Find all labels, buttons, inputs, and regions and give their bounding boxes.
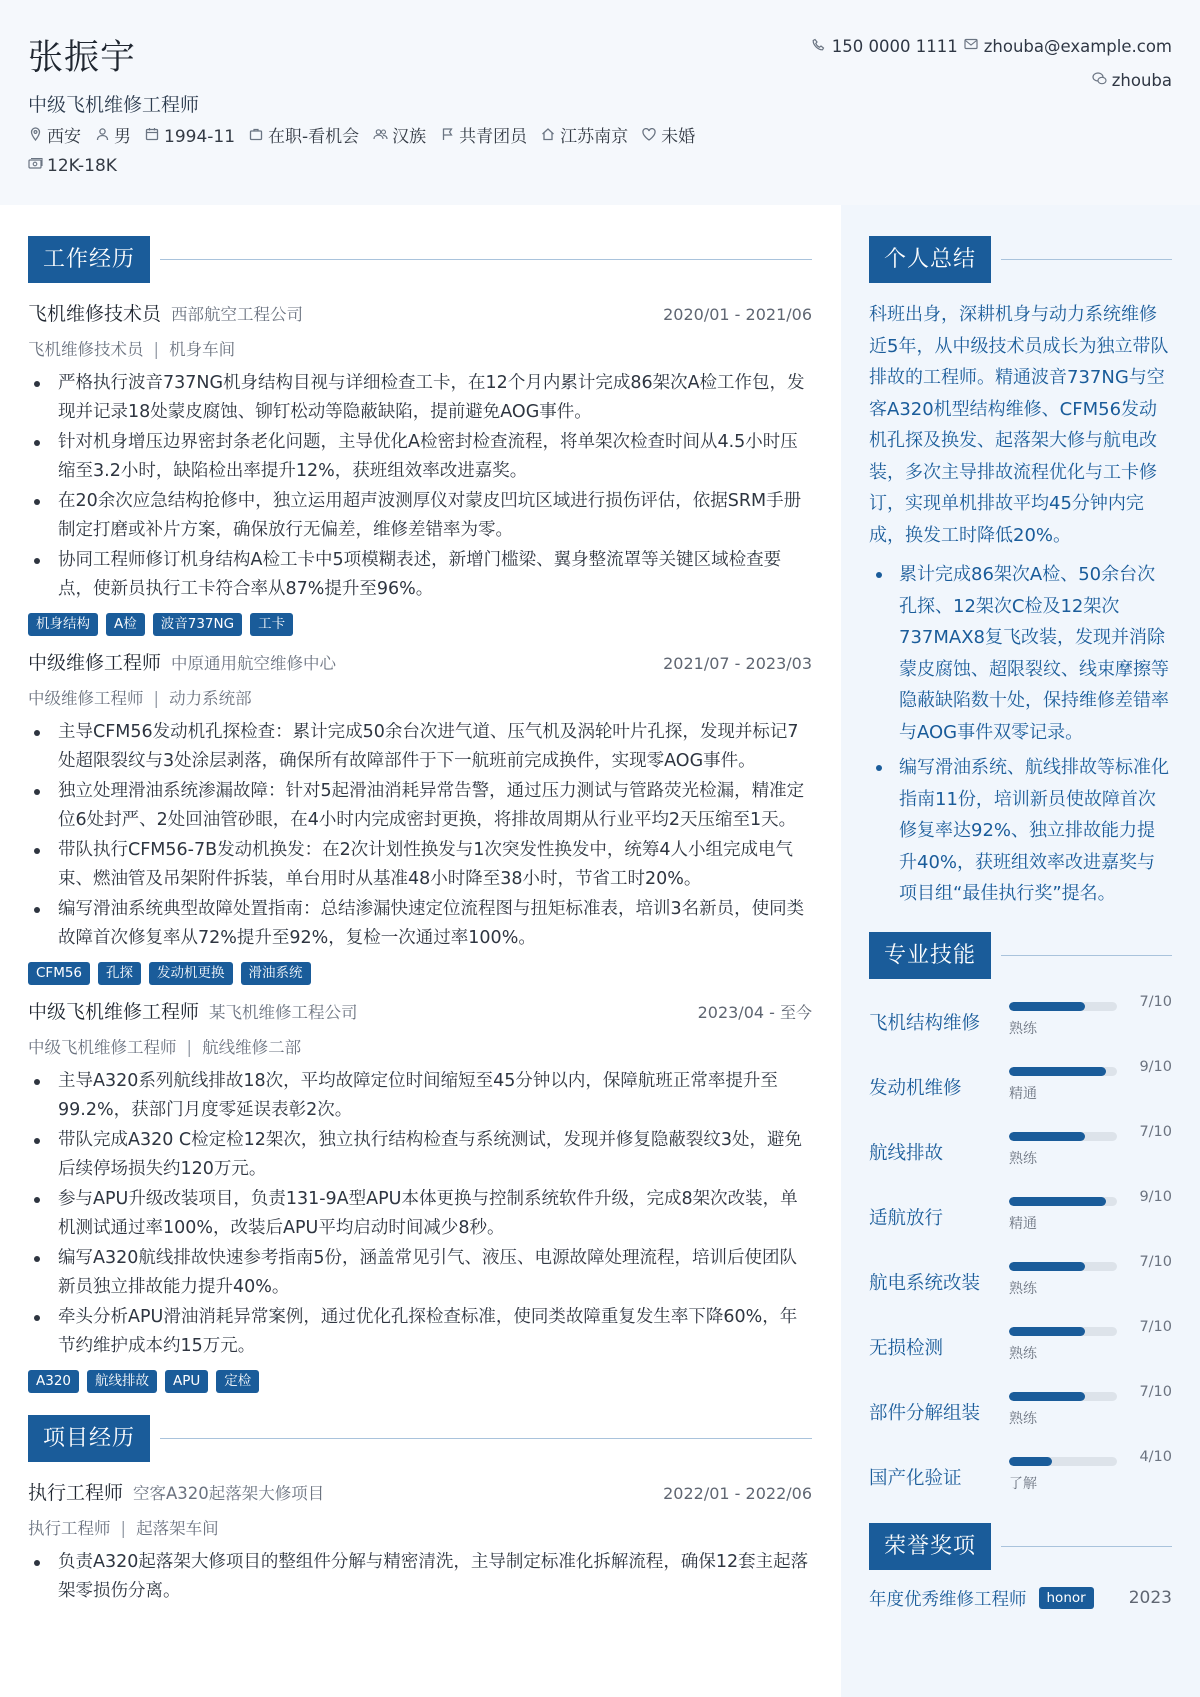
job-position: 中级飞机维修工程师 xyxy=(28,1038,177,1057)
meta-salary xyxy=(28,156,117,177)
job-tags xyxy=(28,962,812,985)
skill-level: 熟练 xyxy=(1009,1410,1037,1427)
skill-name: 航线排故 xyxy=(869,1142,944,1164)
skill-score: 7/10 xyxy=(1139,1318,1172,1335)
meta-ethnicity xyxy=(373,127,426,148)
section-summary-header xyxy=(869,236,1172,283)
skill-score: 7/10 xyxy=(1139,993,1172,1010)
project-date: 2022/01 - 2022/06 xyxy=(663,1484,812,1503)
section-summary-title: 个人总结 xyxy=(869,236,991,283)
skill-fill xyxy=(1009,1262,1085,1271)
meta-marital-text: 未婚 xyxy=(661,127,696,147)
skill-level: 熟练 xyxy=(1009,1020,1037,1037)
job-company: 某飞机维修工程公司 xyxy=(209,1003,358,1022)
skill-tag: 发动机更换 xyxy=(149,962,233,985)
job-bullets xyxy=(28,718,812,953)
job-position: 飞机维修技术员 xyxy=(28,340,144,359)
skill-fill xyxy=(1009,1067,1106,1076)
job-bullets xyxy=(28,1067,812,1361)
skill-score: 9/10 xyxy=(1139,1058,1172,1075)
candidate-name: 张振宇 xyxy=(28,38,137,78)
job-subline xyxy=(28,685,812,709)
job-header xyxy=(28,997,812,1024)
job-dept: 动力系统部 xyxy=(169,689,252,708)
skill-row xyxy=(869,1375,1172,1440)
section-work-header xyxy=(28,236,812,283)
skill-level: 精通 xyxy=(1009,1215,1037,1232)
location-icon xyxy=(28,127,42,148)
skill-fill xyxy=(1009,1392,1085,1401)
summary-bullets xyxy=(869,559,1172,910)
meta-hometown xyxy=(541,127,628,148)
heart-icon xyxy=(642,127,656,148)
skill-level: 熟练 xyxy=(1009,1280,1037,1297)
skill-bar xyxy=(1009,1457,1117,1466)
wechat-icon xyxy=(1092,72,1106,89)
section-divider xyxy=(1001,259,1172,260)
skill-name: 部件分解组装 xyxy=(869,1402,981,1424)
project-position: 执行工程师 xyxy=(28,1519,111,1538)
job-subline xyxy=(28,336,812,360)
job-role: 中级飞机维修工程师 xyxy=(28,1001,200,1023)
skill-level: 了解 xyxy=(1009,1475,1037,1492)
job-position: 中级维修工程师 xyxy=(28,689,144,708)
skill-row xyxy=(869,1440,1172,1505)
meta-birth xyxy=(145,127,235,148)
bullet-item: 独立处理滑油系统渗漏故障：针对5起滑油消耗异常告警，通过压力测试与管路荧光检漏，精准定位6处封严、2处回油管砂眼，在4小时内完成密封更换，将排故周期从行业平均2天压缩至1天。 xyxy=(28,777,812,835)
job-header xyxy=(28,299,812,326)
section-honors-title: 荣誉奖项 xyxy=(869,1523,991,1570)
calendar-icon xyxy=(145,127,159,148)
separator: | xyxy=(153,340,160,359)
bullet-item: 带队完成A320 C检定检12架次，独立执行结构检查与系统测试，发现并修复隐蔽裂纹3处，避免后续停场损失约120万元。 xyxy=(28,1126,812,1184)
skill-name: 航电系统改装 xyxy=(869,1272,981,1294)
bullet-item: 编写滑油系统典型故障处置指南：总结渗漏快速定位流程图与扭矩标准表，培训3名新员，使同类故障首次修复率从72%提升至92%，复检一次通过率100%。 xyxy=(28,895,812,953)
separator: | xyxy=(186,1038,193,1057)
section-skills-title: 专业技能 xyxy=(869,932,991,979)
skill-tag: 机身结构 xyxy=(28,613,98,636)
job-bullets xyxy=(28,369,812,604)
briefcase-icon xyxy=(249,127,263,148)
job-header xyxy=(28,648,812,675)
job-tags xyxy=(28,613,812,636)
skill-level: 熟练 xyxy=(1009,1150,1037,1167)
email-text[interactable]: zhouba@example.com xyxy=(983,36,1172,56)
contact-phone-email xyxy=(812,34,1172,58)
bullet-item: 严格执行波音737NG机身结构目视与详细检查工卡，在12个月内累计完成86架次A检工作包，发现并记录18处蒙皮腐蚀、铆钉松动等隐蔽缺陷，提前避免AOG事件。 xyxy=(28,369,812,427)
skill-score: 4/10 xyxy=(1139,1448,1172,1465)
skill-tag: A320 xyxy=(28,1370,79,1393)
sidebar-column xyxy=(869,236,1172,1611)
skill-bar xyxy=(1009,1327,1117,1336)
skill-bar xyxy=(1009,1067,1117,1076)
meta-birth-text: 1994-11 xyxy=(164,127,236,147)
skill-tag: 孔探 xyxy=(98,962,141,985)
skill-tag: 滑油系统 xyxy=(241,962,311,985)
section-divider xyxy=(160,259,812,260)
skill-score: 9/10 xyxy=(1139,1188,1172,1205)
meta-politics-text: 共青团员 xyxy=(459,127,528,147)
job-company: 中原通用航空维修中心 xyxy=(171,654,337,673)
bullet-item: 参与APU升级改装项目，负责131-9A型APU本体更换与控制系统软件升级，完成8架次改装，单机测试通过率100%，改装后APU平均启动时间减少8秒。 xyxy=(28,1185,812,1243)
bullet-item: 牵头分析APU滑油消耗异常案例，通过优化孔探检查标准，使同类故障重复发生率下降60%，年节约维护成本约15万元。 xyxy=(28,1303,812,1361)
home-icon xyxy=(541,127,555,148)
meta-gender xyxy=(95,127,131,148)
contact-wechat xyxy=(812,68,1172,92)
skill-bar xyxy=(1009,1392,1117,1401)
phone-text[interactable]: 150 0000 1111 xyxy=(831,36,958,56)
skill-row xyxy=(869,1115,1172,1180)
meta-ethnicity-text: 汉族 xyxy=(392,127,427,147)
job-tags xyxy=(28,1370,812,1393)
skill-name: 发动机维修 xyxy=(869,1077,962,1099)
mail-icon xyxy=(964,38,978,54)
meta-politics xyxy=(440,127,527,148)
main-column xyxy=(28,236,812,1607)
summary-bullet: 累计完成86架次A检、50余台次孔探、12架次C检及12架次737MAX8复飞改装，发现并消除蒙皮腐蚀、超限裂纹、线束摩擦等隐蔽缺陷数十处，保持维修差错率与AOG事件双零记录。 xyxy=(869,559,1172,748)
skill-score: 7/10 xyxy=(1139,1123,1172,1140)
people-icon xyxy=(373,127,387,148)
job-date: 2023/04 - 至今 xyxy=(697,1003,812,1022)
skill-name: 无损检测 xyxy=(869,1337,944,1359)
flag-icon xyxy=(440,127,454,148)
section-projects-title: 项目经历 xyxy=(28,1415,150,1462)
personal-info xyxy=(28,127,788,177)
project-bullets xyxy=(28,1548,812,1606)
skill-level: 精通 xyxy=(1009,1085,1037,1102)
skill-name: 飞机结构维修 xyxy=(869,1012,981,1034)
skill-bar xyxy=(1009,1002,1117,1011)
candidate-title: 中级飞机维修工程师 xyxy=(28,94,200,116)
skill-score: 7/10 xyxy=(1139,1383,1172,1400)
meta-city xyxy=(28,127,81,148)
skill-tag: 航线排故 xyxy=(87,1370,157,1393)
job-entry-3 xyxy=(28,997,812,1393)
meta-gender-text: 男 xyxy=(114,127,131,147)
skill-row xyxy=(869,1050,1172,1115)
bullet-item: 针对机身增压边界密封条老化问题，主导优化A检密封检查流程，将单架次检查时间从4.5小时压缩至3.2小时，缺陷检出率提升12%，获班组效率改进嘉奖。 xyxy=(28,428,812,486)
section-divider xyxy=(1001,1546,1172,1547)
meta-hometown-text: 江苏南京 xyxy=(560,127,629,147)
section-honors-header xyxy=(869,1523,1172,1570)
phone-icon xyxy=(812,38,826,55)
meta-status xyxy=(249,127,359,148)
skill-tag: A检 xyxy=(106,613,145,636)
bullet-item: 带队执行CFM56-7B发动机换发：在2次计划性换发与1次突发性换发中，统筹4人小组完成电气束、燃油管及吊架附件拆装，单台用时从基准48小时降至38小时，节省工时20%。 xyxy=(28,836,812,894)
project-entry xyxy=(28,1478,812,1606)
project-role: 执行工程师 xyxy=(28,1482,124,1504)
honor-year: 2023 xyxy=(1128,1588,1172,1608)
section-divider xyxy=(1001,955,1172,956)
skill-bar xyxy=(1009,1132,1117,1141)
skill-row xyxy=(869,1180,1172,1245)
section-divider xyxy=(160,1438,812,1439)
bullet-item: 编写A320航线排故快速参考指南5份，涵盖常见引气、液压、电源故障处理流程，培训后使团队新员独立排故能力提升40%。 xyxy=(28,1244,812,1302)
skill-name: 适航放行 xyxy=(869,1207,944,1229)
section-skills-header xyxy=(869,932,1172,979)
skills-list xyxy=(869,985,1172,1505)
skill-name: 国产化验证 xyxy=(869,1467,962,1489)
skill-row xyxy=(869,1245,1172,1310)
skill-fill xyxy=(1009,1197,1106,1206)
separator: | xyxy=(120,1519,127,1538)
job-dept: 航线维修二部 xyxy=(202,1038,302,1057)
skill-tag: 波音737NG xyxy=(153,613,242,636)
skill-tag: CFM56 xyxy=(28,962,90,985)
wechat-text[interactable]: zhouba xyxy=(1111,70,1172,90)
contact-info xyxy=(812,34,1172,92)
user-icon xyxy=(95,127,109,148)
skill-fill xyxy=(1009,1457,1052,1466)
bullet-item: 主导A320系列航线排故18次，平均故障定位时间缩短至45分钟以内，保障航班正常率提升至99.2%，获部门月度零延误表彰2次。 xyxy=(28,1067,812,1125)
job-company: 西部航空工程公司 xyxy=(171,305,304,324)
skill-bar xyxy=(1009,1197,1117,1206)
summary-bullet: 编写滑油系统、航线排故等标准化指南11份，培训新员使故障首次修复率达92%、独立排故能力提升40%，获班组效率改进嘉奖与项目组“最佳执行奖”提名。 xyxy=(869,752,1172,910)
job-role: 飞机维修技术员 xyxy=(28,303,162,325)
money-icon xyxy=(28,156,42,177)
meta-marital xyxy=(642,127,695,148)
skill-fill xyxy=(1009,1327,1085,1336)
job-date: 2020/01 - 2021/06 xyxy=(663,305,812,324)
meta-status-text: 在职-看机会 xyxy=(268,127,360,147)
skill-level: 熟练 xyxy=(1009,1345,1037,1362)
skill-bar xyxy=(1009,1262,1117,1271)
job-dept: 机身车间 xyxy=(169,340,236,359)
skill-row xyxy=(869,985,1172,1050)
bullet-item: 在20余次应急结构抢修中，独立运用超声波测厚仪对蒙皮凹坑区域进行损伤评估，依据SRM手册制定打磨或补片方案，确保放行无偏差，维修差错率为零。 xyxy=(28,487,812,545)
summary-text: 科班出身，深耕机身与动力系统维修近5年，从中级技术员成长为独立带队排故的工程师。精通波音737NG与空客A320机型结构维修、CFM56发动机孔探及换发、起落架大修与航电改装，多次主导排故流程优化与工卡修订，实现单机排故平均45分钟内完成，换发工时降低20%。 xyxy=(869,304,1169,546)
honor-name: 年度优秀维修工程师 xyxy=(869,1589,1027,1610)
bullet-item: 主导CFM56发动机孔探检查：累计完成50余台次进气道、压气机及涡轮叶片孔探，发现并标记7处超限裂纹与3处涂层剥落，确保所有故障部件于下一航班前完成换件，实现零AOG事件。 xyxy=(28,718,812,776)
bullet-item: 协同工程师修订机身结构A检工卡中5项模糊表述，新增门槛梁、翼身整流罩等关键区域检查要点，使新员执行工卡符合率从87%提升至96%。 xyxy=(28,546,812,604)
skill-tag: 定检 xyxy=(216,1370,259,1393)
section-projects-header xyxy=(28,1415,812,1462)
job-subline xyxy=(28,1034,812,1058)
honor-badge: honor xyxy=(1039,1587,1094,1609)
skill-score: 7/10 xyxy=(1139,1253,1172,1270)
section-work-title: 工作经历 xyxy=(28,236,150,283)
job-role: 中级维修工程师 xyxy=(28,652,162,674)
meta-salary-text: 12K-18K xyxy=(47,156,117,176)
bullet-item: 负责A320起落架大修项目的整组件分解与精密清洗，主导制定标准化拆解流程，确保12套主起落架零损伤分离。 xyxy=(28,1548,812,1606)
project-name: 空客A320起落架大修项目 xyxy=(133,1484,325,1503)
separator: | xyxy=(153,689,160,708)
job-entry-2 xyxy=(28,648,812,985)
honor-item xyxy=(869,1586,1172,1611)
job-entry-1 xyxy=(28,299,812,636)
skill-fill xyxy=(1009,1132,1085,1141)
skill-tag: 工卡 xyxy=(250,613,293,636)
skill-row xyxy=(869,1310,1172,1375)
project-subline xyxy=(28,1515,812,1539)
project-dept: 起落架车间 xyxy=(136,1519,219,1538)
skill-fill xyxy=(1009,1002,1085,1011)
meta-city-text: 西安 xyxy=(47,127,81,147)
project-header xyxy=(28,1478,812,1505)
job-date: 2021/07 - 2023/03 xyxy=(663,654,812,673)
resume-header xyxy=(0,0,1200,205)
skill-tag: APU xyxy=(165,1370,208,1393)
